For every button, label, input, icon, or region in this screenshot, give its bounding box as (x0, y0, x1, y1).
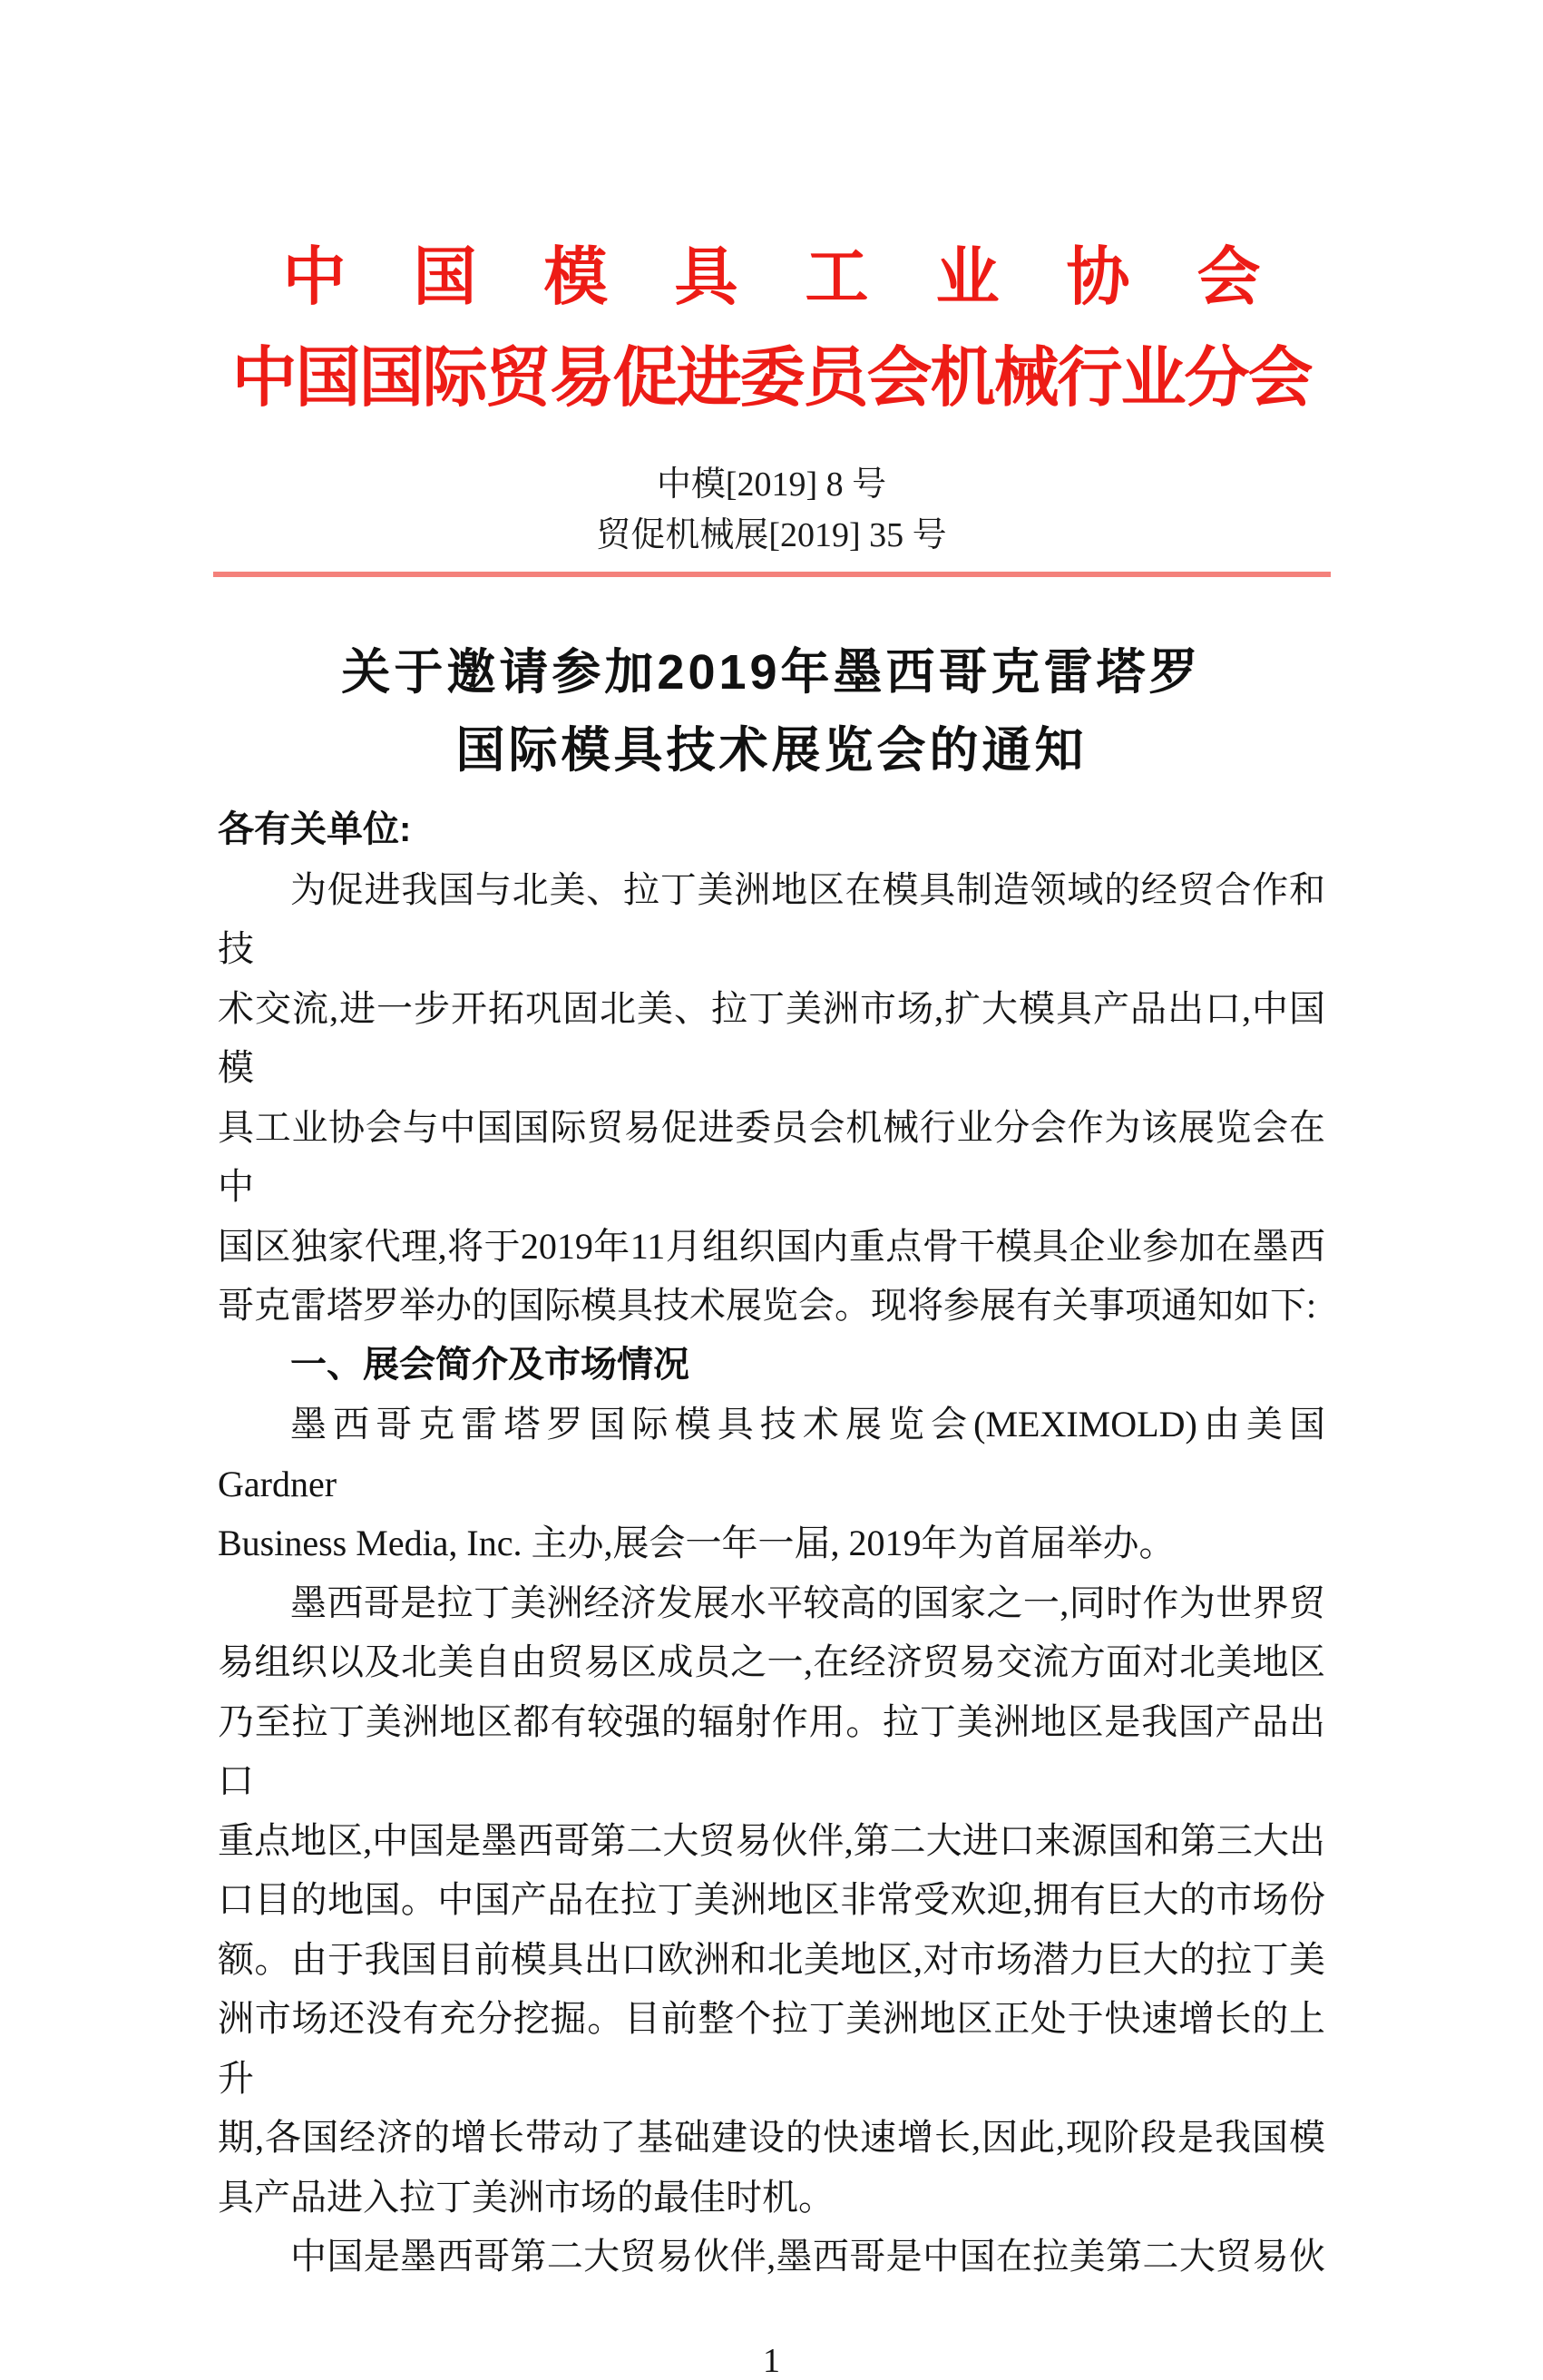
paragraph-line: 期,各国经济的增长带动了基础建设的快速增长,因此,现阶段是我国模 (218, 2117, 1325, 2158)
notice-title-line2: 国际模具技术展览会的通知 (455, 723, 1088, 778)
paragraph-line: 国区独家代理,将于2019年11月组织国内重点骨干模具企业参加在墨西 (218, 1225, 1325, 1267)
section-heading: 一、展会简介及市场情况 (290, 1344, 689, 1385)
paragraph-line: 口目的地国。中国产品在拉丁美洲地区非常受欢迎,拥有巨大的市场份 (218, 1879, 1325, 1920)
red-divider-rule (213, 572, 1331, 577)
document-numbers (0, 459, 1543, 561)
paragraph-line: 术交流,进一步开拓巩固北美、拉丁美洲市场,扩大模具产品出口,中国模 (218, 987, 1325, 1088)
paragraph-line: 洲市场还没有充分挖掘。目前整个拉丁美洲地区正处于快速增长的上升 (218, 1998, 1325, 2099)
paragraph-line: Business Media, Inc. 主办,展会一年一届, 2019年为首届举办。 (218, 1523, 1176, 1563)
paragraph-line: 墨西哥克雷塔罗国际模具技术展览会(MEXIMOLD)由美国 Gardner (218, 1404, 1325, 1504)
notice-title-line1: 关于邀请参加2019年墨西哥克雷塔罗 (341, 645, 1202, 700)
page-footer (0, 2343, 1543, 2379)
paragraph-line: 重点地区,中国是墨西哥第二大贸易伙伴,第二大进口来源国和第三大出 (218, 1819, 1325, 1861)
paragraph-line: 墨西哥是拉丁美洲经济发展水平较高的国家之一,同时作为世界贸 (290, 1582, 1325, 1623)
paragraph-line: 乃至拉丁美洲地区都有较强的辐射作用。拉丁美洲地区是我国产品出口 (218, 1700, 1325, 1801)
page-number: 1 (763, 2341, 780, 2380)
letterhead (0, 245, 1543, 414)
doc-number-secondary: 贸促机械展[2019] 35 号 (596, 516, 947, 554)
paragraph-line: 为促进我国与北美、拉丁美洲地区在模具制造领域的经贸合作和技 (218, 868, 1325, 969)
salutation: 各有关单位: (218, 809, 412, 849)
paragraph-line: 易组织以及北美自由贸易区成员之一,在经济贸易交流方面对北美地区 (218, 1641, 1325, 1682)
paragraph-line: 中国是墨西哥第二大贸易伙伴,墨西哥是中国在拉美第二大贸易伙 (290, 2236, 1325, 2277)
doc-number-primary: 中模[2019] 8 号 (656, 465, 887, 504)
paragraph-line: 具产品进入拉丁美洲市场的最佳时机。 (218, 2176, 835, 2218)
paragraph-line: 具工业协会与中国国际贸易促进委员会机械行业分会作为该展览会在中 (218, 1106, 1325, 1207)
document-body (218, 800, 1325, 2287)
org-name-line1: 中国模具工业协会 (282, 243, 1328, 313)
paragraph-line: 哥克雷塔罗举办的国际模具技术展览会。现将参展有关事项通知如下: (218, 1285, 1317, 1326)
paragraph-line: 额。由于我国目前模具出口欧洲和北美地区,对市场潜力巨大的拉丁美 (218, 1938, 1325, 1980)
org-name-line2: 中国国际贸易促进委员会机械行业分会 (231, 342, 1312, 415)
notice-title (0, 633, 1543, 789)
